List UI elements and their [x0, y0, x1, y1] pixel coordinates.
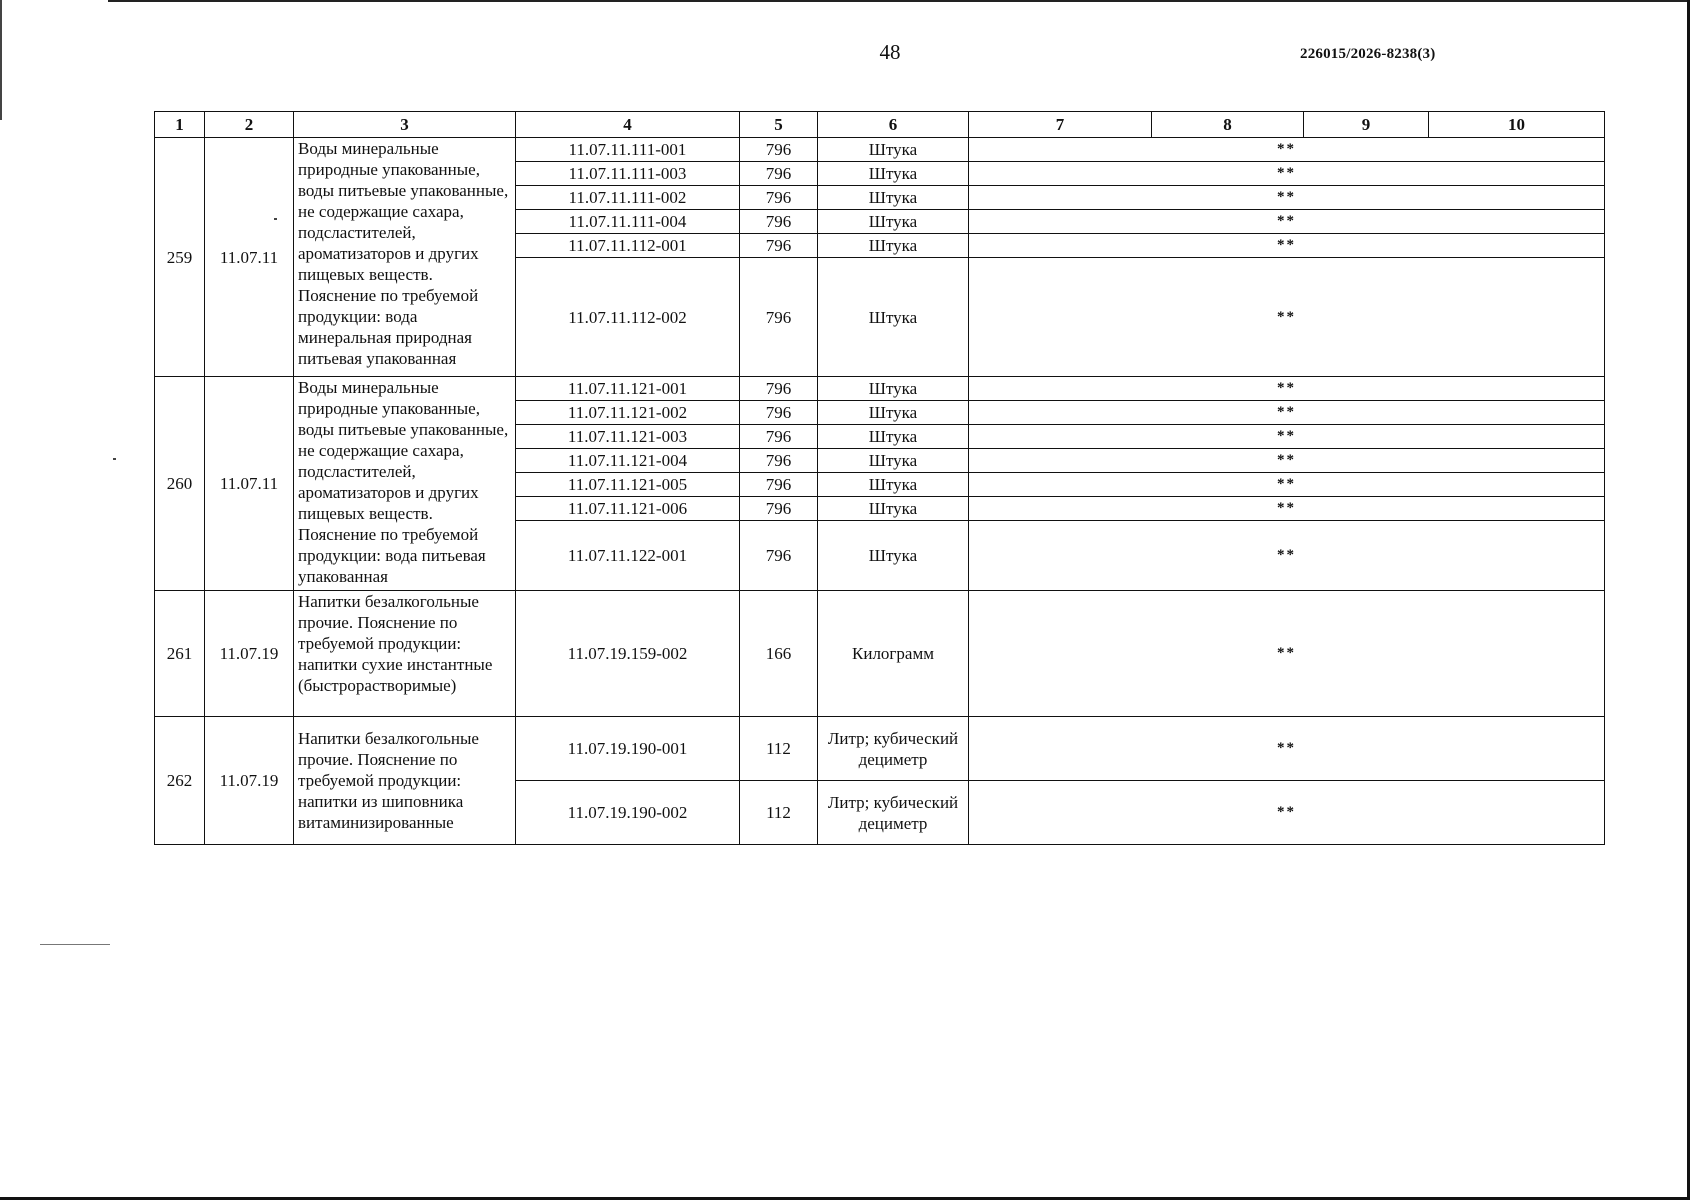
- okei-code: 796: [740, 497, 818, 521]
- requirement-mark: **: [969, 210, 1605, 234]
- requirement-mark: **: [969, 781, 1605, 845]
- unit-name: Литр; кубический дециметр: [818, 717, 969, 781]
- row-number: 262: [155, 717, 205, 845]
- unit-name: Штука: [818, 234, 969, 258]
- requirement-mark: **: [969, 162, 1605, 186]
- requirement-mark: **: [969, 377, 1605, 401]
- unit-name: Штука: [818, 473, 969, 497]
- product-description: Напитки безалкогольные прочие. Пояснение по требуемой продукции: напитки сухие инстантные (быстрорастворимые): [294, 591, 516, 717]
- ktru-code: 11.07.11.111-003: [516, 162, 740, 186]
- column-header: 2: [205, 112, 294, 138]
- table-header: [155, 112, 1605, 138]
- ktru-code: 11.07.11.121-001: [516, 377, 740, 401]
- requirement-mark: **: [969, 425, 1605, 449]
- okei-code: 166: [740, 591, 818, 717]
- row-number: 260: [155, 377, 205, 591]
- column-header: 5: [740, 112, 818, 138]
- requirement-mark: **: [969, 591, 1605, 717]
- ktru-code: 11.07.19.190-001: [516, 717, 740, 781]
- product-description: Напитки безалкогольные прочие. Пояснение по требуемой продукции: напитки из шиповника витаминизированные: [294, 717, 516, 845]
- unit-name: Штука: [818, 138, 969, 162]
- unit-name: Штука: [818, 401, 969, 425]
- registry-table: [154, 111, 1605, 845]
- document-code: 226015/2026-8238(3): [1300, 46, 1436, 62]
- ktru-code: 11.07.11.121-002: [516, 401, 740, 425]
- ktru-code: 11.07.11.112-001: [516, 234, 740, 258]
- unit-name: Штука: [818, 186, 969, 210]
- ktru-code: 11.07.11.111-004: [516, 210, 740, 234]
- requirement-mark: **: [969, 473, 1605, 497]
- unit-name: Штука: [818, 258, 969, 377]
- okei-code: 796: [740, 138, 818, 162]
- unit-name: Штука: [818, 497, 969, 521]
- page-number: 48: [879, 40, 901, 64]
- ktru-code: 11.07.19.190-002: [516, 781, 740, 845]
- unit-name: Штука: [818, 162, 969, 186]
- requirement-mark: **: [969, 258, 1605, 377]
- table-row: [155, 377, 1605, 401]
- requirement-mark: **: [969, 234, 1605, 258]
- okpd-code: 11.07.19: [205, 591, 294, 717]
- unit-name: Штука: [818, 210, 969, 234]
- ktru-code: 11.07.11.121-006: [516, 497, 740, 521]
- product-description: Воды минеральные природные упакованные, воды питьевые упакованные, не содержащие сахара, подсластителей, ароматизаторов и других пищевых веществ. Пояснение по требуемой продукции: вода питьевая упакованная: [294, 377, 516, 591]
- column-header: 1: [155, 112, 205, 138]
- requirement-mark: **: [969, 401, 1605, 425]
- requirement-mark: **: [969, 521, 1605, 591]
- okpd-code: 11.07.19: [205, 717, 294, 845]
- requirement-mark: **: [969, 186, 1605, 210]
- ktru-code: 11.07.11.121-003: [516, 425, 740, 449]
- column-header: 6: [818, 112, 969, 138]
- okei-code: 796: [740, 210, 818, 234]
- row-number: 261: [155, 591, 205, 717]
- ktru-code: 11.07.11.111-002: [516, 186, 740, 210]
- okei-code: 796: [740, 521, 818, 591]
- table-row: [155, 717, 1605, 781]
- scan-border-top: [108, 0, 1690, 2]
- ktru-code: 11.07.19.159-002: [516, 591, 740, 717]
- okei-code: 796: [740, 186, 818, 210]
- table-row: [155, 138, 1605, 162]
- column-header: 9: [1304, 112, 1429, 138]
- unit-name: Штука: [818, 449, 969, 473]
- column-header: 10: [1429, 112, 1605, 138]
- unit-name: Килограмм: [818, 591, 969, 717]
- scan-mark: [40, 944, 110, 945]
- requirement-mark: **: [969, 497, 1605, 521]
- okei-code: 796: [740, 473, 818, 497]
- requirement-mark: **: [969, 138, 1605, 162]
- unit-name: Штука: [818, 521, 969, 591]
- okei-code: 796: [740, 377, 818, 401]
- okpd-code: 11.07.11: [205, 377, 294, 591]
- okei-code: 796: [740, 258, 818, 377]
- column-header: 7: [969, 112, 1152, 138]
- okei-code: 796: [740, 425, 818, 449]
- ktru-code: 11.07.11.122-001: [516, 521, 740, 591]
- unit-name: Штука: [818, 377, 969, 401]
- scan-speck: [113, 458, 116, 460]
- column-header: 8: [1152, 112, 1304, 138]
- unit-name: Литр; кубический дециметр: [818, 781, 969, 845]
- requirement-mark: **: [969, 449, 1605, 473]
- table-row: [155, 591, 1605, 717]
- requirement-mark: **: [969, 717, 1605, 781]
- scan-border-left: [0, 0, 2, 120]
- okei-code: 796: [740, 449, 818, 473]
- column-header: 4: [516, 112, 740, 138]
- ktru-code: 11.07.11.121-005: [516, 473, 740, 497]
- okei-code: 796: [740, 234, 818, 258]
- row-number: 259: [155, 138, 205, 377]
- ktru-code: 11.07.11.121-004: [516, 449, 740, 473]
- ktru-code: 11.07.11.112-002: [516, 258, 740, 377]
- okei-code: 112: [740, 717, 818, 781]
- unit-name: Штука: [818, 425, 969, 449]
- ktru-code: 11.07.11.111-001: [516, 138, 740, 162]
- okei-code: 796: [740, 401, 818, 425]
- okei-code: 796: [740, 162, 818, 186]
- okei-code: 112: [740, 781, 818, 845]
- product-description: Воды минеральные природные упакованные, воды питьевые упакованные, не содержащие сахара, подсластителей, ароматизаторов и других пищевых веществ. Пояснение по требуемой продукции: вода минеральная природная питьевая упакованная: [294, 138, 516, 377]
- okpd-code: 11.07.11: [205, 138, 294, 377]
- table-body: [155, 138, 1605, 845]
- column-header: 3: [294, 112, 516, 138]
